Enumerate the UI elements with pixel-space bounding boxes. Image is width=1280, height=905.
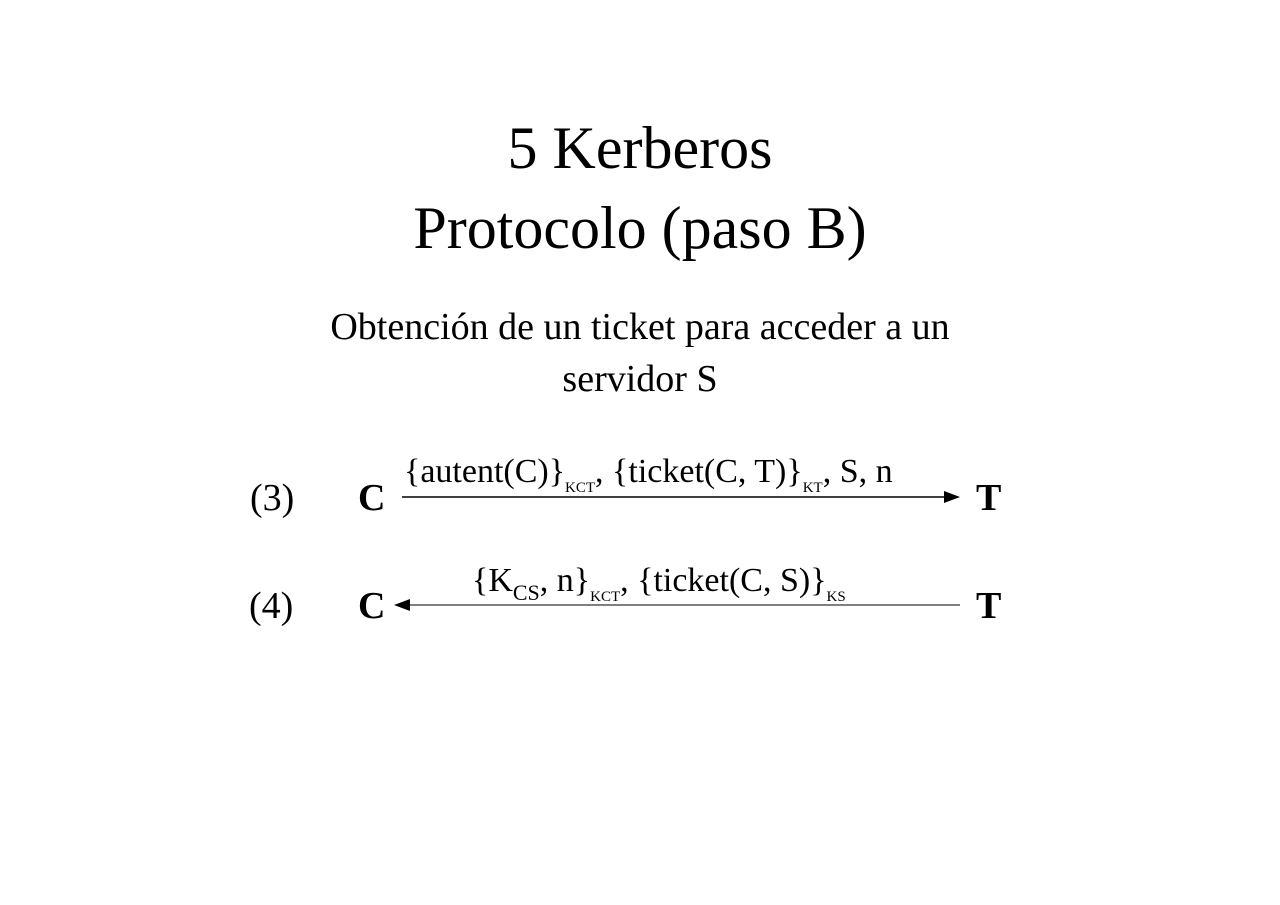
step-3-arrow-head (944, 491, 960, 503)
step-4-msg-part-1: {K (472, 562, 513, 599)
title-line-1: 5 Kerberos (507, 115, 773, 181)
step-4-msg-key-kct: KCT (590, 589, 621, 605)
step-4-node-t: T (976, 585, 1002, 627)
step-4-msg-key-ks: KS (826, 589, 846, 605)
step-3-msg-part-3: , S, n (822, 453, 893, 490)
step-4-number: (4) (249, 585, 294, 627)
step-3-msg-part-2: , {ticket(C, T)} (595, 453, 803, 490)
subtitle-line-1: Obtención de un ticket para acceder a un (330, 306, 950, 348)
step-4-node-c: C (358, 585, 386, 627)
step-3-node-t: T (976, 477, 1002, 519)
step-4-arrow-head (394, 599, 410, 611)
step-3-number: (3) (250, 477, 295, 519)
step-4-msg-key-cs: CS (512, 580, 540, 605)
step-4-msg-part-3: , {ticket(C, S)} (620, 562, 827, 599)
subtitle-line-2: servidor S (562, 358, 718, 400)
step-3-msg-key-kt: KT (802, 480, 823, 496)
title-line-2: Protocolo (paso B) (413, 195, 867, 261)
step-3-msg-key-kct: KCT (565, 480, 596, 496)
step-3-msg-part-1: {autent(C)} (404, 453, 566, 490)
step-3-node-c: C (358, 477, 386, 519)
step-4-msg-part-2: , n} (539, 562, 591, 599)
